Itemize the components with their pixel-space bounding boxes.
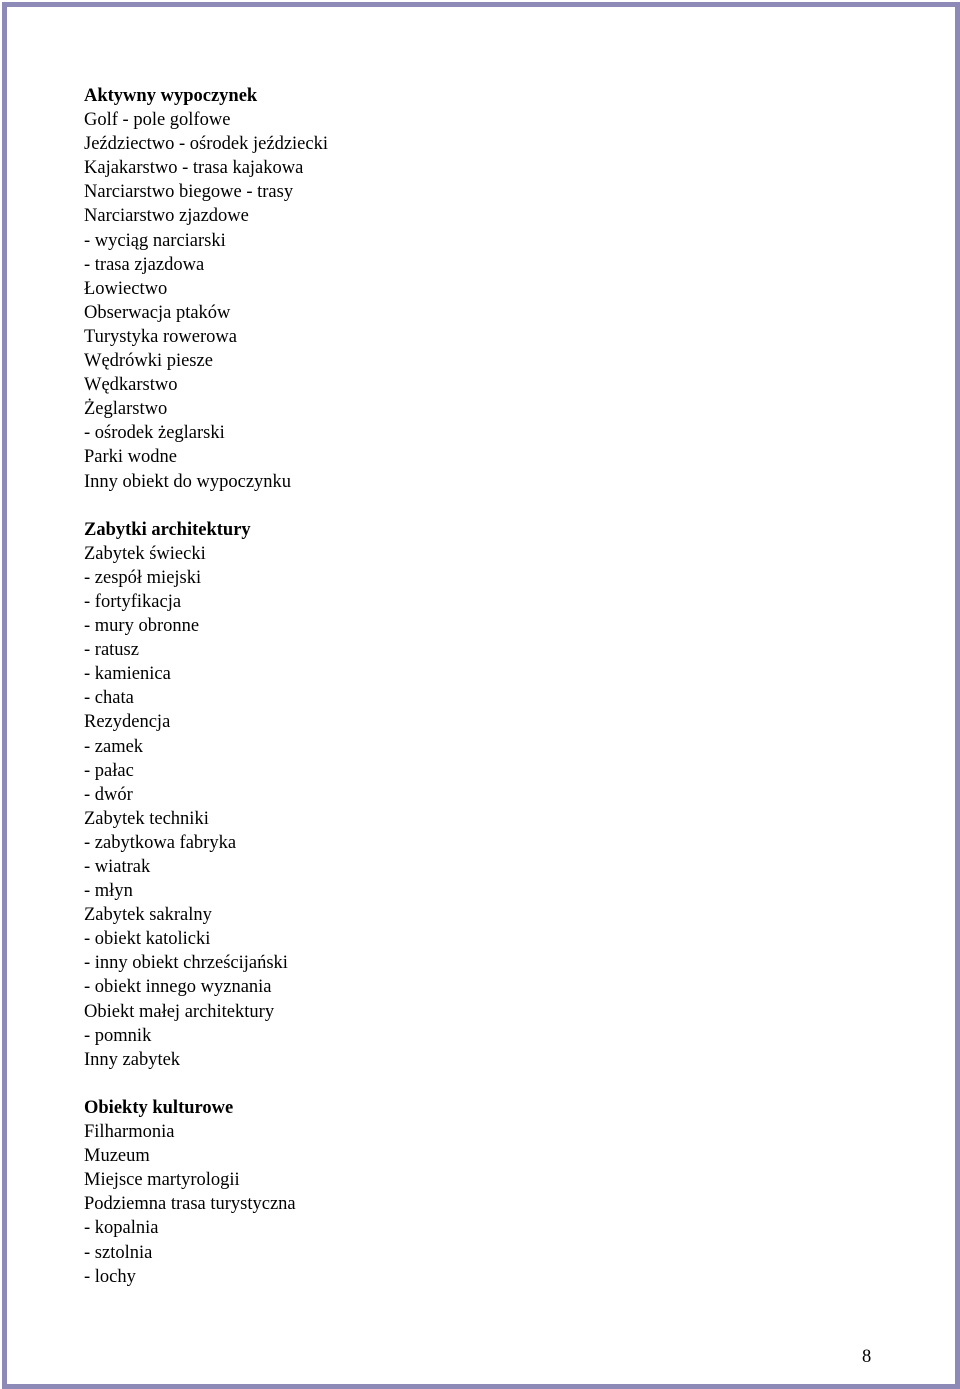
list-item: - pomnik xyxy=(84,1025,152,1046)
section-obiekty-kulturowe xyxy=(84,1096,904,1289)
list-item: - ośrodek żeglarski xyxy=(84,423,225,444)
list-item: Zabytek techniki xyxy=(84,808,209,829)
list-item: Obserwacja ptaków xyxy=(84,302,231,323)
list-item: - zespół miejski xyxy=(84,567,202,588)
list-item: - lochy xyxy=(84,1266,136,1287)
list-item: - zabytkowa fabryka xyxy=(84,832,237,853)
section-aktywny-wypoczynek xyxy=(84,84,904,494)
list-item: Golf - pole golfowe xyxy=(84,110,231,131)
list-item: Wędrówki piesze xyxy=(84,351,213,372)
list-item: - trasa zjazdowa xyxy=(84,254,205,275)
list-item: Inny obiekt do wypoczynku xyxy=(84,471,292,492)
list-item: Żeglarstwo xyxy=(84,399,168,420)
page-number: 8 xyxy=(862,1347,872,1367)
list-item: Rezydencja xyxy=(84,712,171,733)
list-item: Turystyka rowerowa xyxy=(84,326,237,347)
list-item: Filharmonia xyxy=(84,1122,175,1143)
list-item: - wiatrak xyxy=(84,857,151,877)
list-item: Kajakarstwo - trasa kajakowa xyxy=(84,158,304,179)
list-item: - obiekt innego wyznania xyxy=(84,977,272,998)
list-item: - dwór xyxy=(84,784,133,805)
list-item: - sztolnia xyxy=(84,1242,153,1263)
list-item: Zabytek sakralny xyxy=(84,905,212,926)
list-item: - pałac xyxy=(84,760,134,781)
section-heading: Zabytki architektury xyxy=(84,519,251,540)
list-item: - obiekt katolicki xyxy=(84,929,211,950)
list-item: Obiekt małej architektury xyxy=(84,1001,275,1022)
list-item: - mury obronne xyxy=(84,616,200,637)
list-item: Inny zabytek xyxy=(84,1049,181,1070)
item-list xyxy=(84,108,904,494)
list-item: Jeździectwo - ośrodek jeździecki xyxy=(84,134,328,155)
list-item: - kopalnia xyxy=(84,1218,159,1239)
list-item: - inny obiekt chrześcijański xyxy=(84,953,288,974)
item-list xyxy=(84,542,904,1072)
list-item: Narciarstwo biegowe - trasy xyxy=(84,182,294,203)
section-heading: Aktywny wypoczynek xyxy=(84,86,258,106)
list-item: - zamek xyxy=(84,736,144,757)
item-list xyxy=(84,1120,904,1289)
list-item: Zabytek świecki xyxy=(84,543,206,564)
list-item: - chata xyxy=(84,688,134,709)
list-item: Łowiectwo xyxy=(84,278,168,299)
list-item: Muzeum xyxy=(84,1146,150,1167)
list-item: Narciarstwo zjazdowe xyxy=(84,206,249,227)
list-item: Parki wodne xyxy=(84,447,177,468)
list-item: - ratusz xyxy=(84,640,139,661)
list-item: Miejsce martyrologii xyxy=(84,1170,240,1191)
document-content xyxy=(84,84,904,1289)
section-heading: Obiekty kulturowe xyxy=(84,1097,234,1118)
list-item: - młyn xyxy=(84,881,133,902)
list-item: - wyciąg narciarski xyxy=(84,230,226,251)
list-item: Wędkarstwo xyxy=(84,375,178,396)
section-zabytki-architektury xyxy=(84,518,904,1072)
list-item: Podziemna trasa turystyczna xyxy=(84,1194,296,1215)
list-item: - fortyfikacja xyxy=(84,591,182,612)
list-item: - kamienica xyxy=(84,664,171,685)
